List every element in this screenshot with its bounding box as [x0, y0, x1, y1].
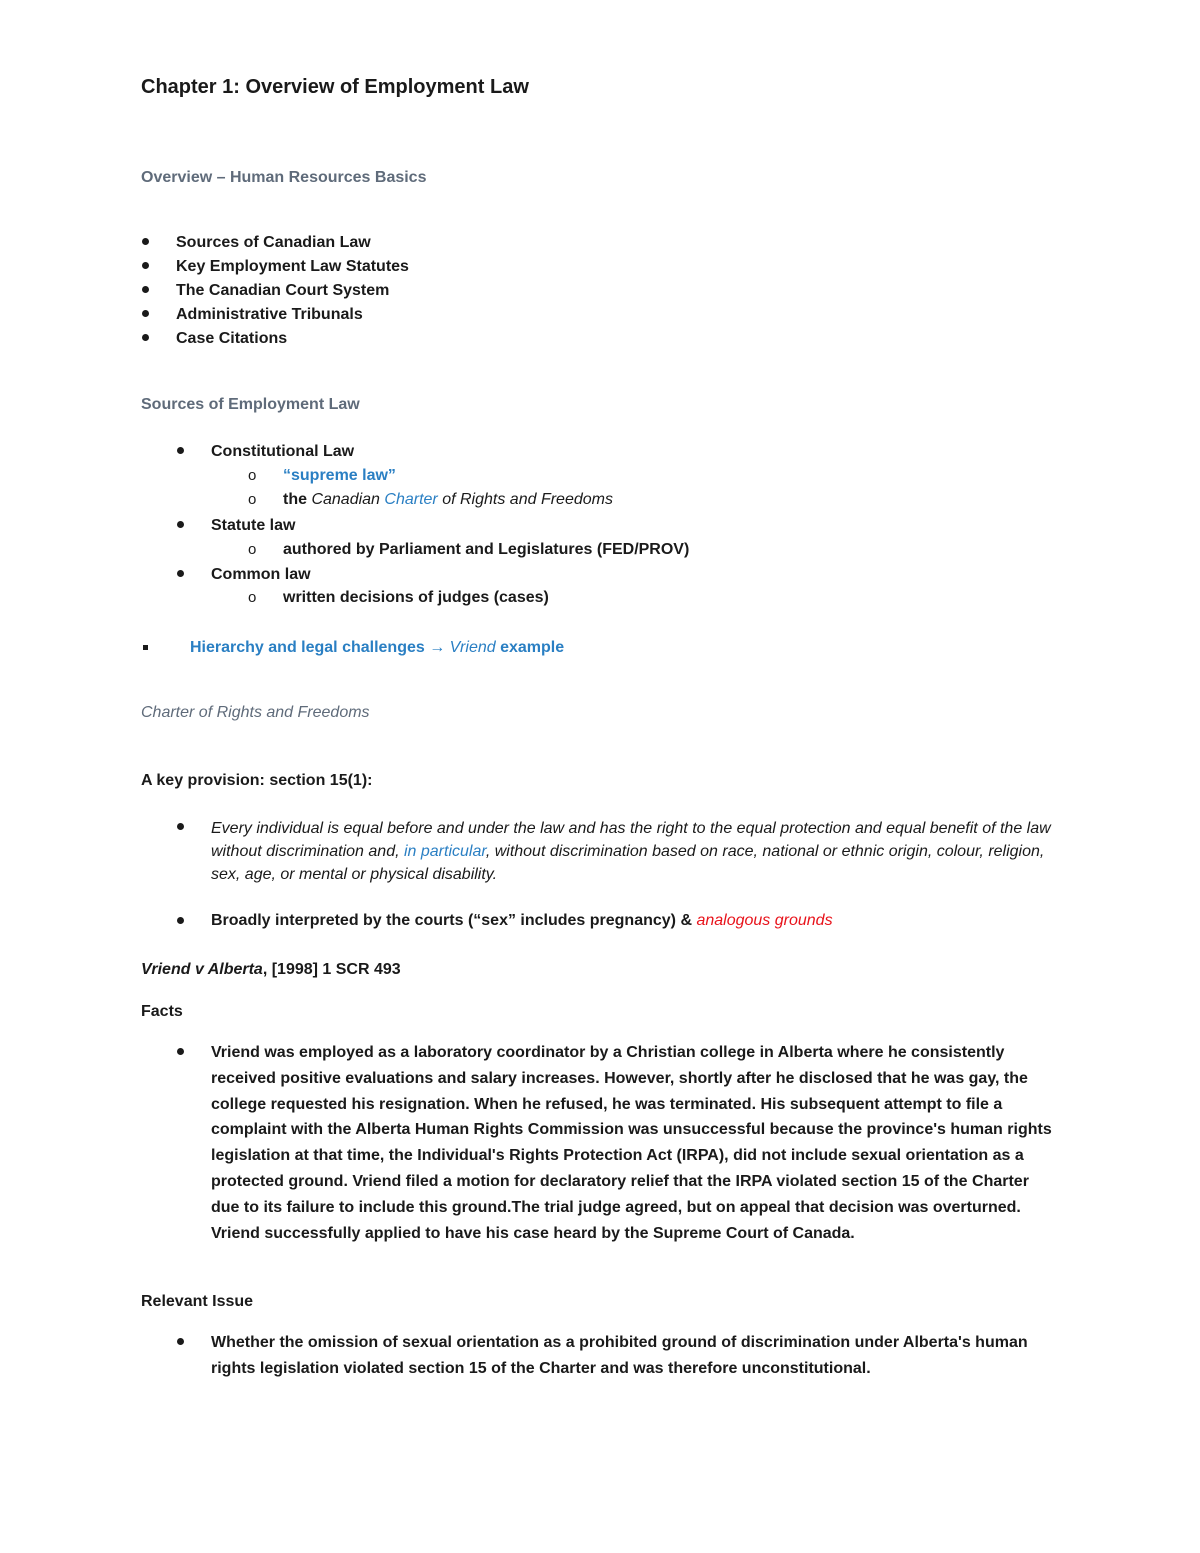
bullet-icon	[177, 570, 184, 577]
circle-bullet-icon: o	[248, 589, 257, 606]
charter-heading: Charter of Rights and Freedoms	[141, 704, 370, 721]
list-item: Case Citations	[176, 330, 288, 347]
bullet-icon	[142, 262, 149, 269]
bullet-icon	[177, 1338, 184, 1345]
bullet-icon	[142, 310, 149, 317]
bullet-icon	[177, 1048, 184, 1055]
section-15-quote: Every individual is equal before and under the law and has the right to the equal protection and equal benefit of the law without discrimination and, in particular, without discrimination based on race, national or ethnic origin, colour, religion, sex, age, or mental or physical disability.	[211, 820, 1051, 883]
page-title: Chapter 1: Overview of Employment Law	[141, 76, 529, 98]
common-sub: written decisions of judges (cases)	[283, 589, 549, 606]
facts-paragraph: Vriend was employed as a laboratory coordinator by a Christian college in Alberta where he consistently received positive evaluations and salary increases. However, shortly after he disclosed that he was gay, the college requested his resignation. When he refused, he was terminated. His subsequent attempt to file a complaint with the Alberta Human Rights Commission was unsuccessful because the province's human rights legislation at that time, the Individual's Rights Protection Act (IRPA), did not include sexual orientation as a protected ground. Vriend filed a motion for declaratory relief that the IRPA violated section 15 of the Charter due to its failure to include this ground.The trial judge agreed, but on appeal that decision was overturned. Vriend successfully applied to have his case heard by the Supreme Court of Canada.	[211, 1044, 1052, 1242]
key-provision: A key provision: section 15(1):	[141, 772, 373, 789]
case-citation: Vriend v Alberta, [1998] 1 SCR 493	[141, 961, 401, 978]
arrow-right-icon: →	[429, 639, 446, 656]
broad-interpretation: Broadly interpreted by the courts (“sex” includes pregnancy) & analogous grounds	[211, 912, 833, 929]
bullet-icon	[142, 286, 149, 293]
list-item: Key Employment Law Statutes	[176, 258, 409, 275]
list-item: Administrative Tribunals	[176, 306, 363, 323]
list-item: Sources of Canadian Law	[176, 234, 371, 251]
sources-heading: Sources of Employment Law	[141, 396, 360, 413]
bullet-icon	[177, 823, 184, 830]
bullet-icon	[142, 238, 149, 245]
overview-heading: Overview – Human Resources Basics	[141, 169, 427, 186]
circle-bullet-icon: o	[248, 541, 257, 558]
list-item: The Canadian Court System	[176, 282, 390, 299]
circle-bullet-icon: o	[248, 491, 257, 508]
list-item-statute: Statute law	[211, 517, 296, 534]
list-item-common: Common law	[211, 566, 311, 583]
bullet-icon	[142, 334, 149, 341]
bullet-icon	[177, 521, 184, 528]
list-item-constitutional: Constitutional Law	[211, 443, 355, 460]
bullet-icon	[177, 447, 184, 454]
charter-line: the Canadian Charter of Rights and Freedoms	[283, 491, 613, 508]
facts-heading: Facts	[141, 1003, 183, 1020]
statute-sub: authored by Parliament and Legislatures (FED/PROV)	[283, 541, 690, 558]
issue-paragraph: Whether the omission of sexual orientation as a prohibited ground of discrimination under Alberta's human rights legislation violated section 15 of the Charter and was therefore unconstitutional.	[211, 1334, 1028, 1377]
circle-bullet-icon: o	[248, 467, 257, 484]
bullet-icon	[177, 917, 184, 924]
hierarchy-line: Hierarchy and legal challenges → Vriend example	[190, 639, 565, 656]
supreme-law: “supreme law”	[283, 467, 396, 484]
issue-heading: Relevant Issue	[141, 1293, 254, 1310]
square-bullet-icon	[143, 645, 148, 650]
